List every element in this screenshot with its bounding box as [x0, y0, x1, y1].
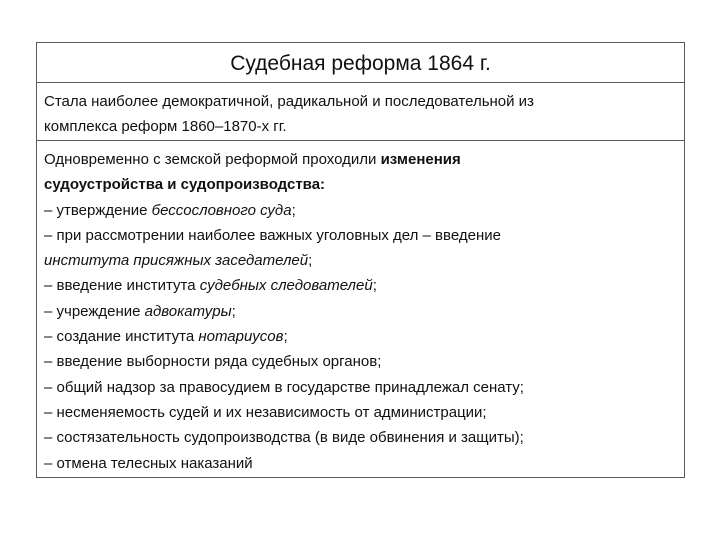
list-item-punct: ;	[283, 328, 288, 346]
list-item-emphasis: судебных следователей	[199, 277, 373, 295]
list-item: – отмена телесных наказаний	[44, 454, 253, 472]
list-item	[44, 223, 676, 248]
list-item-punct: ;	[372, 277, 377, 295]
list-item-emphasis: бессословного суда	[151, 201, 292, 219]
list-item	[44, 299, 676, 324]
list-item: – несменяемость судей и их независимость от администрации;	[44, 403, 487, 421]
list-item: – введение выборности ряда судебных органов;	[44, 353, 382, 371]
list-item: – состязательность судопроизводства (в виде обвинения и защиты);	[44, 429, 524, 447]
list-item	[44, 198, 676, 223]
list-item: – общий надзор за правосудием в государстве принадлежал сенату;	[44, 378, 524, 396]
list-item-text: – при рассмотрении наиболее важных уголовных дел – введение	[44, 226, 501, 244]
list-item	[44, 273, 676, 298]
changes-lead-text: Одновременно с земской реформой проходили	[44, 151, 381, 168]
intro-line-1: Стала наиболее демократичной, радикальной и последовательной из	[44, 93, 534, 110]
intro-row	[37, 83, 684, 141]
list-item	[44, 324, 676, 349]
intro-line-2: комплекса реформ 1860–1870-х гг.	[44, 118, 287, 135]
reform-table	[36, 42, 685, 478]
list-item-text: – учреждение	[44, 302, 145, 320]
list-item-punct: ;	[231, 302, 236, 320]
list-item-text: – утверждение	[44, 201, 152, 219]
changes-lead-line-1	[44, 147, 676, 172]
list-item-text: – введение института	[44, 277, 200, 295]
list-item-emphasis: института присяжных заседателей	[44, 252, 309, 270]
list-item-punct: ;	[308, 252, 313, 270]
changes-lead-bold-1: изменения	[380, 151, 461, 168]
list-item-emphasis: нотариусов	[198, 328, 284, 346]
changes-row	[37, 141, 684, 476]
changes-lead-bold-2: судоустройства и судопроизводства:	[44, 176, 326, 194]
table-title-row	[37, 43, 684, 83]
list-item-emphasis: адвокатуры	[144, 302, 232, 320]
table-title: Судебная реформа 1864 г.	[230, 52, 491, 75]
list-item-continuation	[44, 248, 676, 273]
list-item-punct: ;	[291, 201, 296, 219]
list-item-text: – создание института	[44, 328, 199, 346]
